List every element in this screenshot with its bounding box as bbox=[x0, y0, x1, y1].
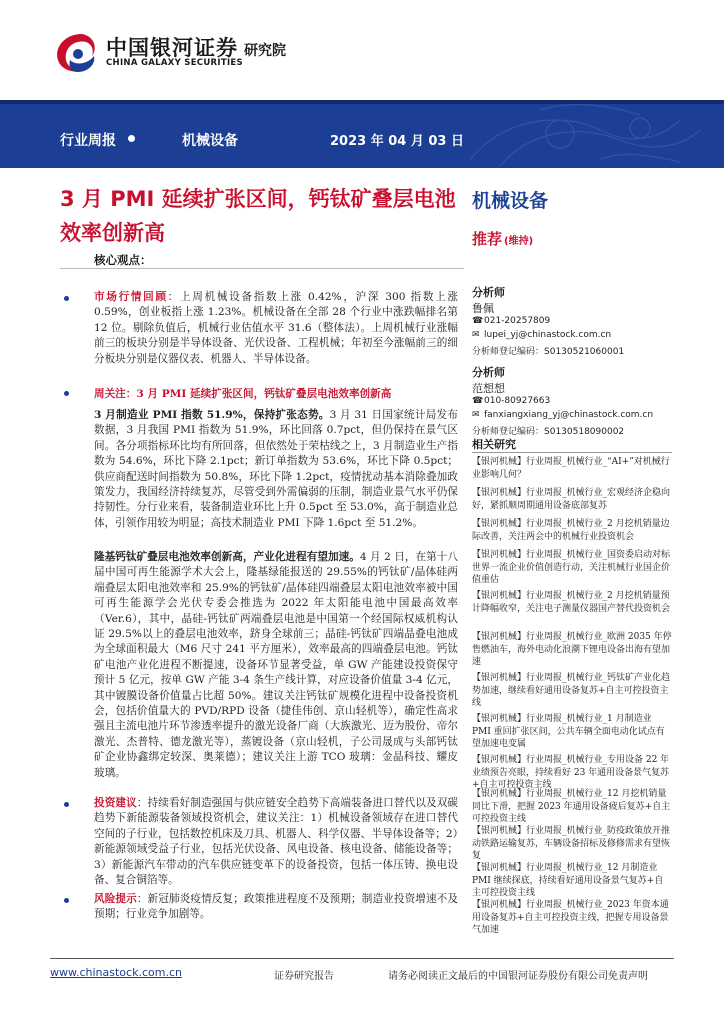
related-item[interactable]: 【银河机械】行业周报_机械行业_欧洲 2035 年停售燃油车，海外电动化浪潮下锂电设备出海有望加速 bbox=[472, 632, 672, 667]
footer-website-link[interactable]: www.chinastock.com.cn bbox=[50, 966, 182, 979]
perovskite-lead: 隆基钙钛矿叠层电池效率创新高，产业化进程有望加速。 bbox=[94, 551, 360, 563]
core-views-heading: 核心观点： bbox=[94, 253, 152, 267]
footer-disclaimer: 请务必阅读正文最后的中国银河证券股份有限公司免责声明 bbox=[388, 971, 648, 982]
rating-value: 推荐 bbox=[472, 230, 503, 248]
analyst-heading: 分析师 bbox=[472, 366, 505, 379]
report-date: 2023 年 04 月 03 日 bbox=[330, 134, 464, 149]
research-dept-label: 研究院 bbox=[244, 43, 286, 59]
report-type: 行业周报 bbox=[60, 133, 116, 149]
perovskite-text: 4 月 2 日，在第十八届中国可再生能源学术大会上，隆基绿能报送的 29.55%的钙钛矿/晶体硅两端叠层太阳电池效率和 25.9%的钙钛矿/晶体硅四端叠层太阳电池效率被中国可再生能源学会光伏专委会推选为 2022 年太阳能电池中国最高效率（Ver.6），其中，晶硅-钙钛矿两端叠层电池是中国第一个经国际权威机构认证 29.5%以上的叠层电池效率，跻身全球前三；晶硅-钙钛矿四端晶叠电池成为全球面积最大（M6 尺寸 241 平方厘米），效率最高的四端叠层电池。钙钛矿电池产业化进程不断提速，设备环节显著受益，单 GW 产能建设投资保守预计 5 亿元，按单 GW 产能 3-4 条生产线计算，对应设备价值量 3-4 亿元，其中镀膜设备价值量占比超 50%。建议关注钙钛矿规模化进程中设备投资机会，包括价值量大的 PVD/RPD 设备（捷佳伟创、京山轻机等），确定性高求强且主流电池片环节渗透率提升的激光设备厂商（大族激光、迈为股份、帝尔激光、杰普特、德龙激光等），蒸镀设备（京山轻机，子公司晟成与头部钙钛矿企业协鑫绑定较深、奥莱德）；建议关注上游 TCO 玻璃：金晶科技、耀皮玻璃。 bbox=[94, 551, 459, 779]
analyst-phone-value: 010-80927663 bbox=[484, 396, 551, 406]
logo-chinese-name: 中国银河证券 bbox=[106, 36, 238, 60]
banner-industry: 机械设备 bbox=[182, 133, 238, 149]
analyst-cert: 分析师登记编码：S0130521060001 bbox=[472, 347, 625, 357]
logo-english-name: CHINA GALAXY SECURITIES bbox=[106, 58, 243, 68]
analyst-cert: 分析师登记编码：S0130518090002 bbox=[472, 427, 625, 437]
pmi-lead: 3 月制造业 PMI 指数 51.9%，保持扩张态势。 bbox=[94, 409, 330, 421]
pmi-paragraph bbox=[94, 408, 458, 531]
rating-note: (维持) bbox=[504, 236, 534, 247]
analyst-phone bbox=[472, 316, 550, 326]
bullet-icon bbox=[64, 802, 69, 807]
analyst-email-value[interactable]: lupei_yj@chinastock.com.cn bbox=[484, 330, 612, 340]
related-research-heading: 相关研究 bbox=[472, 438, 516, 451]
footer-divider bbox=[50, 958, 674, 959]
market-review-text: ：上周机械设备指数上涨 0.42%，沪深 300 指数上涨 0.59%，创业板指上涨 1.23%。机械设备在全部 28 个行业中涨跌幅排名第 12 位。剔除负值后，机械行业估值水平 31.6（整体法）。上周机械行业涨幅前三的板块分别是半导体设备、光伏设备、工程机械；年初至今涨幅前三的细分板块分别是仪器仪表、机器人、半导体设备。 bbox=[94, 291, 458, 365]
related-item[interactable]: 【银河机械】行业周报_机械行业_宏观经济企稳向好，紧抓顺周期通用设备底部复苏 bbox=[472, 488, 671, 511]
risk-label: 风险提示 bbox=[94, 893, 137, 905]
risk-paragraph bbox=[94, 892, 458, 923]
report-title: 3 月 PMI 延续扩张区间，钙钛矿叠层电池效率创新高 bbox=[60, 187, 456, 245]
analyst-email[interactable] bbox=[472, 410, 653, 420]
related-item[interactable]: 【银河机械】行业周报_机械行业_12 月挖机销量同比下滑，把握 2023 年通用设备疲后复苏+自主可控投资主线 bbox=[472, 789, 671, 824]
related-item[interactable]: 【银河机械】行业周报_机械行业_钙钛矿产业化趋势加速，继续看好通用设备复苏+自主可控投资主线 bbox=[472, 673, 671, 708]
rating bbox=[472, 228, 533, 249]
related-item[interactable]: 【银河机械】行业周报_机械行业_专用设备 22 年业绩预告亮眼，持续看好 23 年通用设备景气复苏+自主可控投资主线 bbox=[472, 755, 670, 790]
divider bbox=[60, 268, 464, 269]
analyst-email-value[interactable]: fanxiangxiang_yj@chinastock.com.cn bbox=[484, 410, 654, 420]
related-item[interactable]: 【银河机械】行业周报_机械行业_国资委启动对标世界一流企业价值创造行动，关注机械行业国企价值重估 bbox=[472, 550, 671, 585]
analyst-phone-value: 021-20257809 bbox=[484, 316, 551, 326]
email-icon: ✉ bbox=[472, 330, 480, 340]
banner-top-strip bbox=[0, 100, 724, 104]
investment-paragraph bbox=[94, 796, 458, 888]
bullet-icon bbox=[64, 296, 69, 301]
analyst-phone bbox=[472, 396, 550, 406]
related-item[interactable]: 【银河机械】行业周报_机械行业_防疫政策放开推动铁路运输复苏，车辆设备招标及修修需求有望恢复 bbox=[472, 826, 671, 861]
analyst-email[interactable] bbox=[472, 330, 611, 340]
bullet-icon bbox=[64, 391, 69, 396]
related-item[interactable]: 【银河机械】行业周报_机械行业_“AI+”对机械行业影响几何？ bbox=[472, 457, 670, 480]
related-item[interactable]: 【银河机械】行业周报_机械行业_2 月挖机销量边际改善，关注两会中的机械行业投资机会 bbox=[472, 519, 670, 542]
footer-report-label: 证券研究报告 bbox=[274, 971, 334, 982]
divider bbox=[472, 452, 672, 453]
related-item[interactable]: 【银河机械】行业周报_机械行业_2023 年资本通用设备复苏+自主可控投资主线，把握专用设备景气加速 bbox=[472, 900, 669, 935]
market-review-paragraph bbox=[94, 290, 458, 367]
perovskite-paragraph bbox=[94, 550, 458, 781]
analyst-heading: 分析师 bbox=[472, 286, 505, 299]
weekly-focus-headline: 周关注：3 月 PMI 延续扩张区间，钙钛矿叠层电池效率创新高 bbox=[94, 388, 392, 400]
market-review-label: 市场行情回顾 bbox=[94, 291, 168, 303]
related-item[interactable]: 【银河机械】行业周报_机械行业_1 月制造业 PMI 重回扩张区间，公共车辆全面电动化试点有望加速电变属 bbox=[472, 714, 665, 749]
phone-icon: ☎ bbox=[472, 396, 484, 406]
galaxy-logo-icon bbox=[52, 30, 102, 76]
email-icon: ✉ bbox=[472, 410, 480, 420]
investment-label: 投资建议 bbox=[94, 797, 137, 809]
phone-icon: ☎ bbox=[472, 316, 484, 326]
related-item[interactable]: 【银河机械】行业周报_机械行业_12 月制造业 PMI 继续探底，持续看好通用设备景气复苏+自主可控投资主线 bbox=[472, 863, 664, 898]
bullet-icon bbox=[64, 898, 69, 903]
investment-text: ：持续看好制造强国与供应链安全趋势下高端装备进口替代以及双碳趋势下新能源装备领域投资机会，建议关注：1）机械设备领域存在进口替代空间的子行业，包括数控机床及刀具、机器人、科学仪器、半导体设备等；2）新能源领域受益子行业，包括光伏设备、风电设备、核电设备、储能设备等；3）新能源汽车带动的汽车供应链变革下的设备投资，包括一体压铸、换电设备、复合铜箔等。 bbox=[94, 797, 459, 887]
risk-text: ：新冠肺炎疫情反复；政策推进程度不及预期；制造业投资增速不及预期；行业竞争加剧等。 bbox=[94, 893, 459, 921]
pmi-text: 3 月 31 日国家统计局发布数据，3 月我国 PMI 指数为 51.9%，环比回落 0.7pct，但仍保持在景气区间。各分项指标环比均有所回落，但依然处于荣枯线之上，3 月制造业生产指数为 54.6%，环比下降 2.1pct；新订单指数为 53.6%，环比下降 0.5pct；供应商配送时间指数为 50.8%，环比下降 1.2pct，疫情扰动基本消除叠加政策发力，我国经济持续复苏，尽管受到外需偏弱的压制，制造业景气水平仍保持韧性。分行业来看，装备制造业环比上升 0.5pct 至 53.0%，高于制造业总体，引领作用较为明显；高技术制造业 PMI 下降 1.6pct 至 51.2%。 bbox=[94, 409, 458, 529]
side-industry: 机械设备 bbox=[472, 190, 549, 212]
related-item[interactable]: 【银河机械】行业周报_机械行业_2 月挖机销量预计降幅收窄，关注电子测量仪器国产替代投资机会 bbox=[472, 591, 671, 614]
analyst-name: 鲁佩 bbox=[472, 302, 494, 315]
analyst-name: 范想想 bbox=[472, 382, 505, 395]
dot-separator-icon bbox=[128, 135, 135, 142]
